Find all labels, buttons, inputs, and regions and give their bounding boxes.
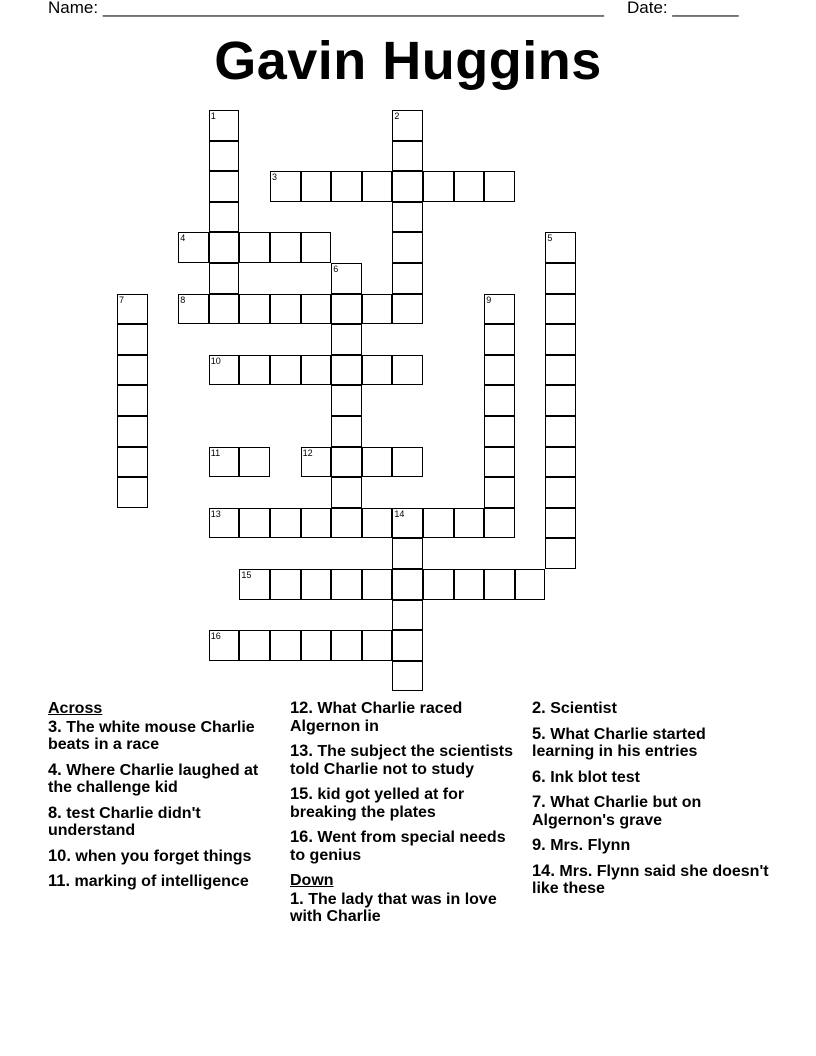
grid-cell[interactable] — [331, 294, 362, 325]
grid-cell[interactable] — [331, 324, 362, 355]
grid-cell[interactable] — [331, 447, 362, 478]
grid-cell[interactable] — [484, 355, 515, 386]
grid-cell[interactable] — [392, 171, 423, 202]
across-heading: Across — [48, 700, 103, 717]
grid-number: 2 — [394, 111, 400, 121]
grid-cell[interactable] — [331, 171, 362, 202]
grid-cell[interactable] — [484, 569, 515, 600]
clue-down-9: 9. Mrs. Flynn — [532, 836, 631, 854]
grid-cell[interactable] — [392, 355, 423, 386]
grid-cell[interactable] — [545, 538, 576, 569]
date-line[interactable]: _______ — [672, 0, 739, 17]
grid-cell[interactable] — [392, 600, 423, 631]
name-label: Name: — [48, 0, 99, 17]
puzzle-title: Gavin Huggins — [214, 31, 602, 91]
clue-across-3: 3. The white mouse Charlie beats in a race — [48, 717, 255, 753]
grid-cell[interactable] — [545, 385, 576, 416]
grid-cell[interactable] — [301, 171, 332, 202]
grid-cell[interactable] — [362, 508, 393, 539]
grid-cell[interactable] — [209, 232, 240, 263]
grid-cell[interactable] — [545, 508, 576, 539]
grid-number: 6 — [333, 264, 339, 274]
grid-number: 12 — [302, 447, 313, 458]
name-line[interactable]: _____________________________________________________ — [102, 0, 604, 17]
grid-cell[interactable] — [117, 355, 148, 386]
grid-cell[interactable] — [209, 141, 240, 172]
grid-cell[interactable] — [117, 416, 148, 447]
grid-cell[interactable] — [362, 630, 393, 661]
grid-cell[interactable] — [392, 263, 423, 294]
grid-cell[interactable] — [484, 508, 515, 539]
grid-cell[interactable] — [392, 232, 423, 263]
down-heading: Down — [290, 872, 334, 889]
grid-cell[interactable] — [331, 355, 362, 386]
grid-cell[interactable] — [239, 232, 270, 263]
grid-cell[interactable] — [331, 630, 362, 661]
grid-number: 7 — [119, 294, 125, 305]
grid-cell[interactable] — [392, 569, 423, 600]
grid-cell[interactable] — [270, 294, 301, 325]
grid-cell[interactable] — [392, 538, 423, 569]
grid-cell[interactable] — [209, 294, 240, 325]
grid-cell[interactable] — [392, 661, 423, 692]
grid-cell[interactable] — [270, 508, 301, 539]
grid-cell[interactable] — [331, 508, 362, 539]
clue-across-16: 16. Went from special needs to genius — [290, 828, 506, 864]
grid-cell[interactable] — [362, 569, 393, 600]
grid-cell[interactable] — [239, 294, 270, 325]
grid-cell[interactable] — [545, 294, 576, 325]
grid-cell[interactable] — [301, 569, 332, 600]
grid-cell[interactable] — [331, 477, 362, 508]
grid-cell[interactable] — [270, 355, 301, 386]
grid-cell[interactable] — [270, 569, 301, 600]
grid-number: 4 — [180, 233, 186, 244]
grid-cell[interactable] — [301, 508, 332, 539]
grid-number: 9 — [486, 294, 492, 305]
grid-cell[interactable] — [545, 477, 576, 508]
grid-cell[interactable] — [239, 447, 270, 478]
grid-cell[interactable] — [392, 202, 423, 233]
grid-cell[interactable] — [484, 171, 515, 202]
date-label: Date: — [627, 0, 668, 17]
grid-cell[interactable] — [423, 171, 454, 202]
grid-cell[interactable] — [239, 508, 270, 539]
clue-down-14: 14. Mrs. Flynn said she doesn't like these — [532, 861, 769, 897]
grid-cell[interactable] — [484, 447, 515, 478]
grid-number: 8 — [180, 294, 186, 305]
clue-down-2: 2. Scientist — [532, 699, 617, 717]
grid-cell[interactable] — [362, 171, 393, 202]
grid-number: 11 — [210, 447, 221, 458]
grid-cell[interactable] — [484, 324, 515, 355]
grid-cell[interactable] — [301, 630, 332, 661]
grid-number: 1 — [210, 111, 216, 121]
grid-number: 14 — [394, 508, 405, 519]
grid-cell[interactable] — [454, 171, 485, 202]
grid-cell[interactable] — [331, 385, 362, 416]
grid-cell[interactable] — [392, 141, 423, 172]
clues-column-3 — [532, 700, 772, 906]
grid-cell[interactable] — [484, 477, 515, 508]
clue-across-15: 15. kid got yelled at for breaking the plates — [290, 785, 465, 821]
grid-cell[interactable] — [239, 355, 270, 386]
grid-cell[interactable] — [484, 416, 515, 447]
grid-cell[interactable] — [362, 447, 393, 478]
clue-down-6: 6. Ink blot test — [532, 767, 640, 786]
grid-cell[interactable] — [270, 630, 301, 661]
grid-cell[interactable] — [209, 202, 240, 233]
clue-across-4: 4. Where Charlie laughed at the challenge kid — [48, 760, 259, 796]
grid-cell[interactable] — [545, 416, 576, 447]
clues-column-1 — [48, 700, 278, 899]
grid-cell[interactable] — [209, 171, 240, 202]
grid-cell[interactable] — [545, 447, 576, 478]
clue-across-12: 12. What Charlie raced Algernon in — [290, 699, 463, 735]
grid-number: 10 — [210, 355, 221, 366]
grid-cell[interactable] — [423, 569, 454, 600]
grid-cell[interactable] — [484, 385, 515, 416]
grid-cell[interactable] — [392, 630, 423, 661]
grid-number: 13 — [210, 508, 221, 519]
grid-cell[interactable] — [117, 385, 148, 416]
grid-cell[interactable] — [515, 569, 546, 600]
grid-cell[interactable] — [392, 447, 423, 478]
clue-across-10: 10. when you forget things — [48, 846, 252, 865]
grid-cell[interactable] — [423, 508, 454, 539]
grid-cell[interactable] — [301, 294, 332, 325]
grid-cell[interactable] — [117, 324, 148, 355]
grid-cell[interactable] — [117, 447, 148, 478]
clues-column-2 — [290, 700, 520, 934]
grid-cell[interactable] — [301, 232, 332, 263]
grid-cell[interactable] — [117, 477, 148, 508]
grid-cell[interactable] — [239, 630, 270, 661]
grid-cell[interactable] — [545, 263, 576, 294]
clue-across-8: 8. test Charlie didn't understand — [48, 803, 201, 839]
grid-number: 5 — [547, 233, 553, 244]
grid-number: 3 — [272, 172, 278, 183]
grid-cell[interactable] — [545, 324, 576, 355]
grid-cell[interactable] — [545, 355, 576, 386]
clue-across-13: 13. The subject the scientists told Charlie not to study — [290, 742, 513, 778]
grid-cell[interactable] — [454, 569, 485, 600]
grid-cell[interactable] — [362, 294, 393, 325]
grid-cell[interactable] — [454, 508, 485, 539]
grid-cell[interactable] — [362, 355, 393, 386]
clue-down-5: 5. What Charlie started learning in his entries — [532, 724, 706, 760]
clue-down-7: 7. What Charlie but on Algernon's grave — [532, 793, 702, 829]
grid-number: 15 — [241, 570, 252, 580]
grid-cell[interactable] — [209, 263, 240, 294]
clue-down-1: 1. The lady that was in love with Charlie — [290, 889, 497, 925]
grid-number: 16 — [210, 631, 221, 642]
grid-cell[interactable] — [270, 232, 301, 263]
grid-cell[interactable] — [331, 416, 362, 447]
clue-across-11: 11. marking of intelligence — [48, 872, 249, 890]
grid-cell[interactable] — [392, 294, 423, 325]
grid-cell[interactable] — [331, 569, 362, 600]
grid-cell[interactable] — [301, 355, 332, 386]
